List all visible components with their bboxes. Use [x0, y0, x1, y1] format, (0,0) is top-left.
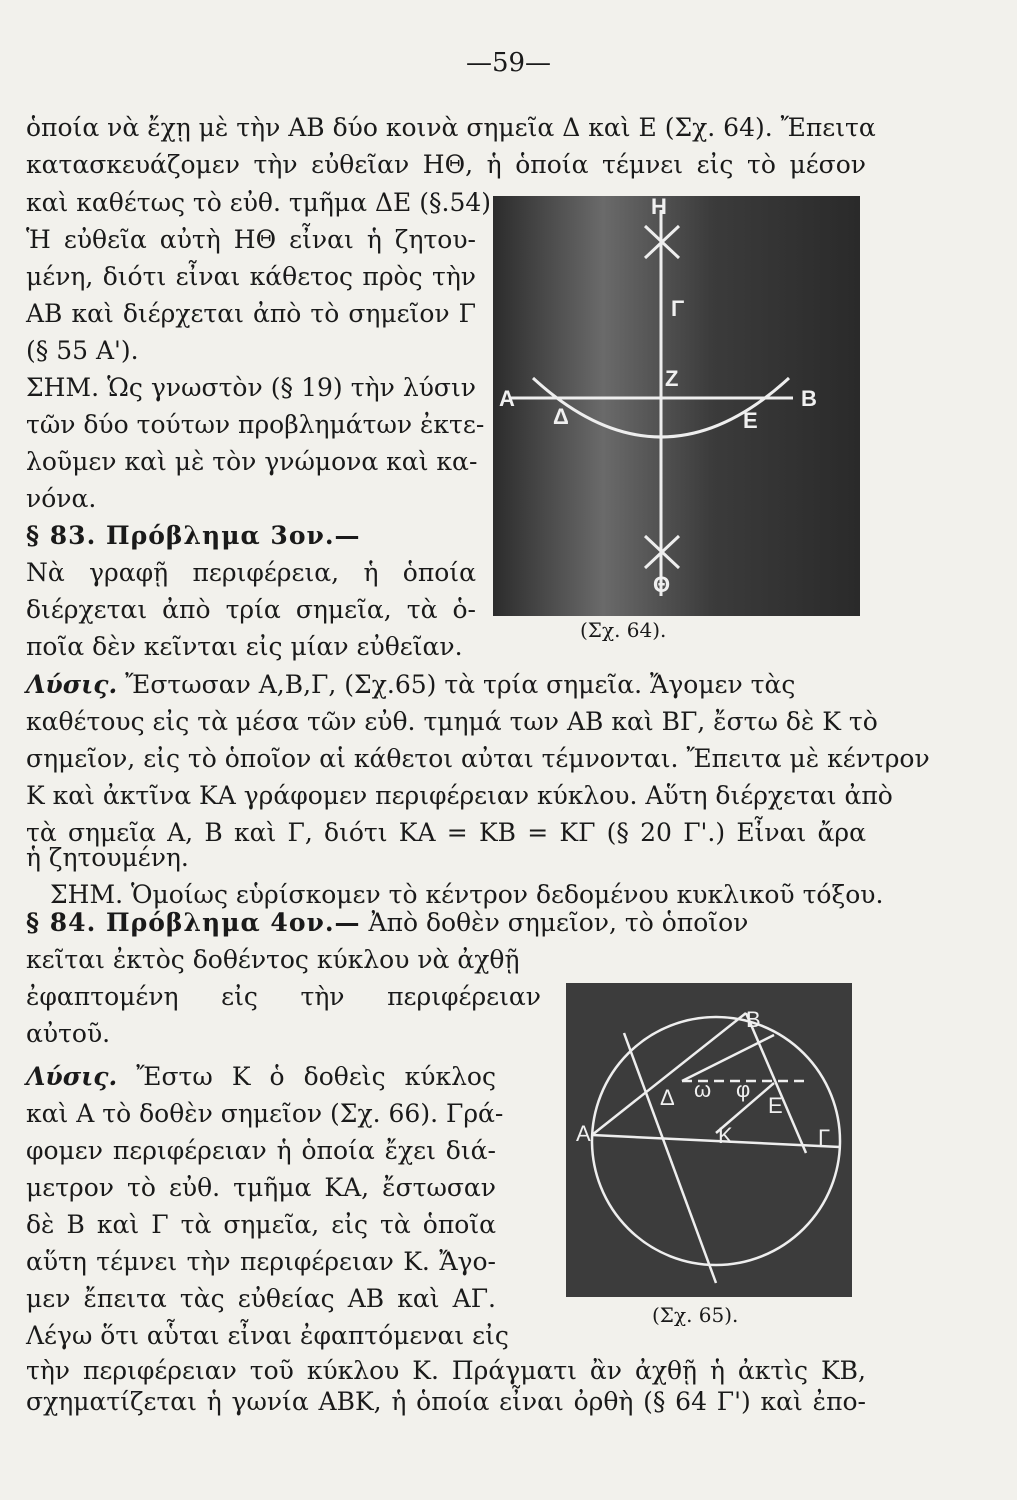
figure-64-caption: (Σχ. 64).	[580, 618, 667, 642]
text-line: μετρον τὸ εὐθ. τμῆμα ΚΑ, ἔστωσαν	[26, 1173, 496, 1202]
text-line: κεῖται ἐκτὸς δοθέντος κύκλου νὰ ἀχθῇ	[26, 945, 520, 974]
label-F: φ	[736, 1077, 751, 1102]
label-E: Ε	[768, 1093, 783, 1118]
label-A: Α	[576, 1121, 591, 1146]
text-line: κατασκευάζομεν τὴν εὐθεῖαν ΗΘ, ἡ ὁποία τέμνει εἰς τὸ μέσον	[26, 150, 866, 179]
solution-text: Ἔστω Κ ὁ δοθεὶς κύκλος	[136, 1062, 496, 1091]
text-line: διέρχεται ἀπὸ τρία σημεῖα, τὰ ὁ-	[26, 595, 476, 624]
solution-line	[26, 1062, 496, 1092]
text-line: ΣΗΜ. Ὡς γνωστὸν (§ 19) τὴν λύσιν	[26, 373, 476, 402]
text-line: λοῦμεν καὶ μὲ τὸν γνώμονα καὶ κα-	[26, 447, 478, 476]
label-T: Θ	[653, 572, 671, 597]
label-Z: Ζ	[665, 366, 679, 391]
text-line: καὶ καθέτως τὸ εὐθ. τμῆμα ΔΕ (§.54)	[26, 188, 492, 217]
label-H: Η	[651, 196, 667, 219]
label-D: Δ	[553, 404, 569, 429]
text-line: τὰ σημεῖα Α, Β καὶ Γ, διότι ΚΑ = ΚΒ = ΚΓ (§ 20 Γ'.) Εἶναι ἄρα	[26, 818, 866, 847]
text-line: φομεν περιφέρειαν ἡ ὁποία ἔχει διά-	[26, 1136, 496, 1165]
label-O: ω	[694, 1077, 712, 1102]
solution-label: Λύσις.	[26, 670, 118, 699]
figure-65	[566, 983, 852, 1297]
figure-65-caption: (Σχ. 65).	[652, 1303, 739, 1327]
text-line: νόνα.	[26, 484, 97, 513]
solution-line	[26, 670, 866, 700]
text-line: αὐτοῦ.	[26, 1019, 111, 1048]
text-line: σχηματίζεται ἡ γωνία ΑΒΚ, ἡ ὁποία εἶναι ὀρθὴ (§ 64 Γ') καὶ ἐπο-	[26, 1387, 866, 1416]
text-line: Λέγω ὅτι αὗται εἶναι ἐφαπτόμεναι εἰς	[26, 1321, 509, 1350]
solution-text: Ἔστωσαν Α,Β,Γ, (Σχ.65) τὰ τρία σημεῖα. Ἄγομεν τὰς	[125, 670, 796, 699]
text-line: τῶν δύο τούτων προβλημάτων ἐκτε-	[26, 410, 485, 439]
text-line: αὕτη τέμνει τὴν περιφέρειαν Κ. Ἄγο-	[26, 1247, 496, 1276]
section-83-heading: § 83. Πρόβλημα 3ον.—	[26, 521, 361, 550]
text-line: Νὰ γραφῇ περιφέρεια, ἡ ὁποία	[26, 558, 476, 587]
figure-65-drawing	[566, 983, 852, 1297]
solution-label: Λύσις.	[26, 1062, 118, 1091]
text-line: ἐφαπτομένη εἰς τὴν περιφέρειαν	[26, 982, 541, 1011]
text-line: σημεῖον, εἰς τὸ ὁποῖον αἱ κάθετοι αὐται τέμνονται. Ἔπειτα μὲ κέντρον	[26, 744, 930, 773]
text-line: καθέτους εἰς τὰ μέσα τῶν εὐθ. τμημά των ΑΒ καὶ ΒΓ, ἔστω δὲ Κ τὸ	[26, 707, 878, 736]
section-84-heading: § 84. Πρόβλημα 4ον.—	[26, 908, 361, 937]
text-line: ἡ ζητουμένη.	[26, 843, 189, 872]
label-B: Β	[746, 1007, 761, 1032]
text-line: δὲ Β καὶ Γ τὰ σημεῖα, εἰς τὰ ὁποῖα	[26, 1210, 496, 1239]
text-line: μεν ἔπειτα τὰς εὐθείας ΑΒ καὶ ΑΓ.	[26, 1284, 496, 1313]
text-line: ΑΒ καὶ διέρχεται ἀπὸ τὸ σημεῖον Γ	[26, 299, 476, 328]
text-line: καὶ Α τὸ δοθὲν σημεῖον (Σχ. 66). Γρά-	[26, 1099, 504, 1128]
text-line: (§ 55 Α').	[26, 336, 139, 365]
section-84-heading-line	[26, 908, 866, 938]
page-number: —59—	[465, 48, 552, 78]
text-line: τὴν περιφέρειαν τοῦ κύκλου Κ. Πράγματι ἂν ἀχθῇ ἡ ἀκτὶς ΚΒ,	[26, 1356, 866, 1385]
text-line: μένη, διότι εἶναι κάθετος πρὸς τὴν	[26, 262, 476, 291]
label-K: Κ	[718, 1123, 733, 1148]
text-line: Κ καὶ ἀκτῖνα ΚΑ γράφομεν περιφέρειαν κύκλου. Αὕτη διέρχεται ἀπὸ	[26, 781, 893, 810]
label-G: Γ	[671, 296, 685, 321]
text-line: ποῖα δὲν κεῖνται εἰς μίαν εὐθεῖαν.	[26, 632, 463, 661]
label-A: Α	[499, 386, 515, 411]
label-D: Δ	[660, 1085, 675, 1110]
text-line: ὁποία νὰ ἔχῃ μὲ τὴν ΑΒ δύο κοινὰ σημεῖα Δ καὶ Ε (Σχ. 64). Ἔπειτα	[26, 113, 876, 142]
figure-64	[493, 196, 860, 616]
label-G: Γ	[818, 1125, 831, 1150]
label-B: Β	[801, 386, 817, 411]
note-line: ΣΗΜ. Ὁμοίως εὑρίσκομεν τὸ κέντρον δεδομένου κυκλικοῦ τόξου.	[50, 880, 884, 909]
section-84-heading-rest: Ἀπὸ δοθὲν σημεῖον, τὸ ὁποῖον	[368, 908, 749, 937]
label-E: Ε	[743, 408, 758, 433]
text-line: Ἡ εὐθεῖα αὐτὴ ΗΘ εἶναι ἡ ζητου-	[26, 225, 476, 254]
figure-64-drawing	[493, 196, 860, 616]
